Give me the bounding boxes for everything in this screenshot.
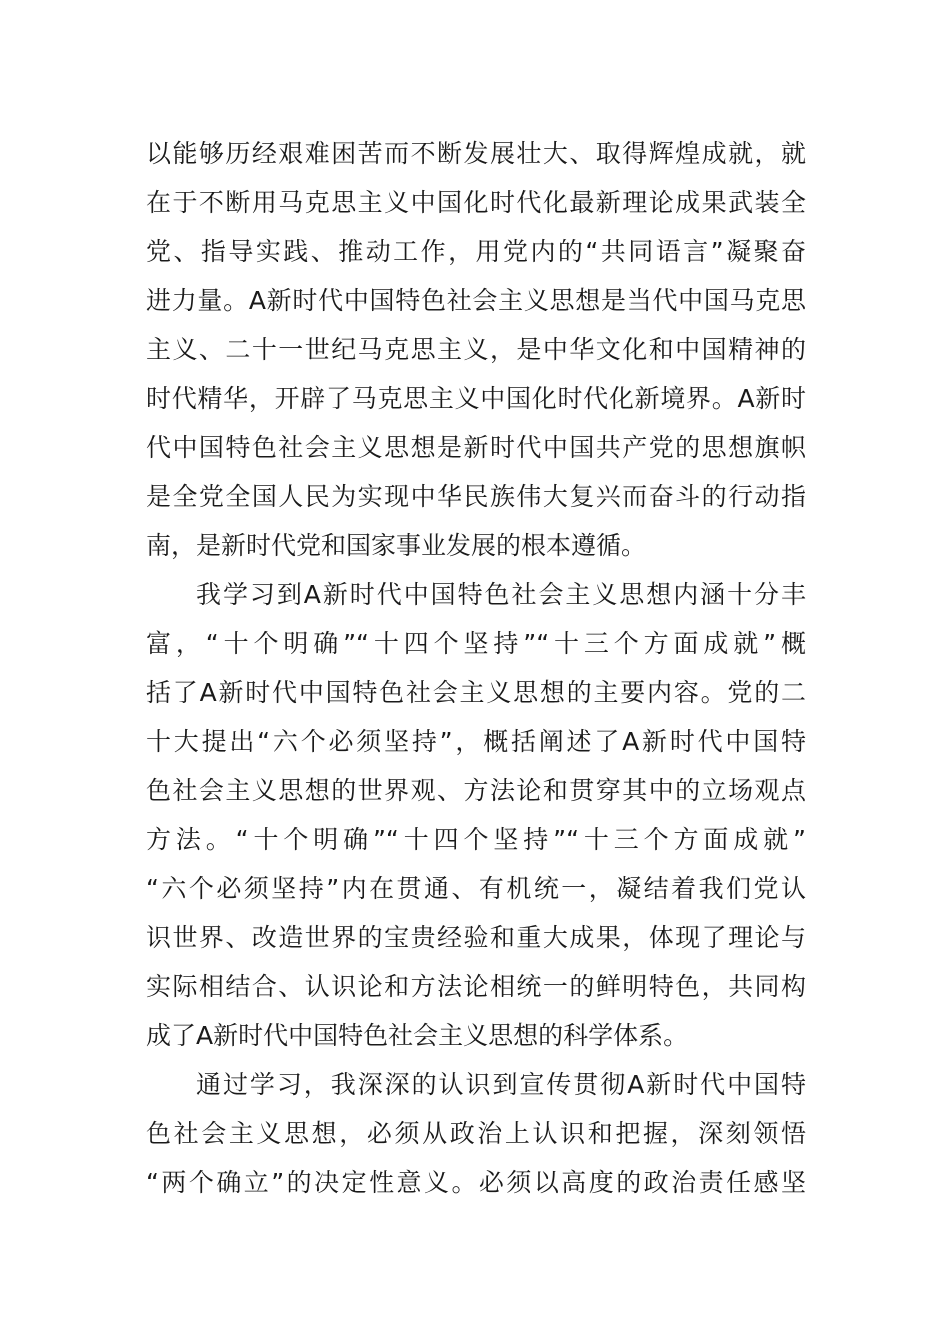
text-line: 代中国特色社会主义思想是新时代中国共产党的思想旗帜 — [146, 433, 806, 462]
text-line: 富，“十个明确”“十四个坚持”“十三个方面成就”概 — [146, 629, 806, 658]
document-body — [146, 129, 806, 1207]
text-line: 色社会主义思想，必须从政治上认识和把握，深刻领悟 — [146, 1119, 806, 1148]
text-line: 党、指导实践、推动工作，用党内的“共同语言”凝聚奋 — [146, 237, 806, 266]
text-line: 实际相结合、认识论和方法论相统一的鲜明特色，共同构 — [146, 972, 806, 1001]
text-line: 识世界、改造世界的宝贵经验和重大成果，体现了理论与 — [146, 923, 806, 952]
paragraph-3 — [146, 1060, 806, 1207]
text-line: 以能够历经艰难困苦而不断发展壮大、取得辉煌成就，就 — [146, 139, 806, 168]
text-line: 通过学习，我深深的认识到宣传贯彻A新时代中国特 — [196, 1070, 806, 1099]
text-line: 色社会主义思想的世界观、方法论和贯穿其中的立场观点 — [146, 776, 806, 805]
text-line: 南，是新时代党和国家事业发展的根本遵循。 — [146, 531, 647, 560]
text-line: “六个必须坚持”内在贯通、有机统一，凝结着我们党认 — [146, 874, 806, 903]
text-line: 主义、二十一世纪马克思主义，是中华文化和中国精神的 — [146, 335, 806, 364]
text-line: 方法。“十个明确”“十四个坚持”“十三个方面成就” — [146, 825, 806, 854]
text-line: 我学习到A新时代中国特色社会主义思想内涵十分丰 — [196, 580, 806, 609]
text-line: 十大提出“六个必须坚持”，概括阐述了A新时代中国特 — [146, 727, 806, 756]
text-line: 括了A新时代中国特色社会主义思想的主要内容。党的二 — [146, 678, 806, 707]
paragraph-2 — [146, 570, 806, 1060]
text-line: 在于不断用马克思主义中国化时代化最新理论成果武装全 — [146, 188, 806, 217]
text-line: 成了A新时代中国特色社会主义思想的科学体系。 — [146, 1021, 689, 1050]
text-line: 进力量。A新时代中国特色社会主义思想是当代中国马克思 — [146, 286, 806, 315]
paragraph-1 — [146, 129, 806, 570]
text-line: 时代精华，开辟了马克思主义中国化时代化新境界。A新时 — [146, 384, 806, 413]
text-line: “两个确立”的决定性意义。必须以高度的政治责任感坚 — [146, 1168, 806, 1197]
text-line: 是全党全国人民为实现中华民族伟大复兴而奋斗的行动指 — [146, 482, 806, 511]
